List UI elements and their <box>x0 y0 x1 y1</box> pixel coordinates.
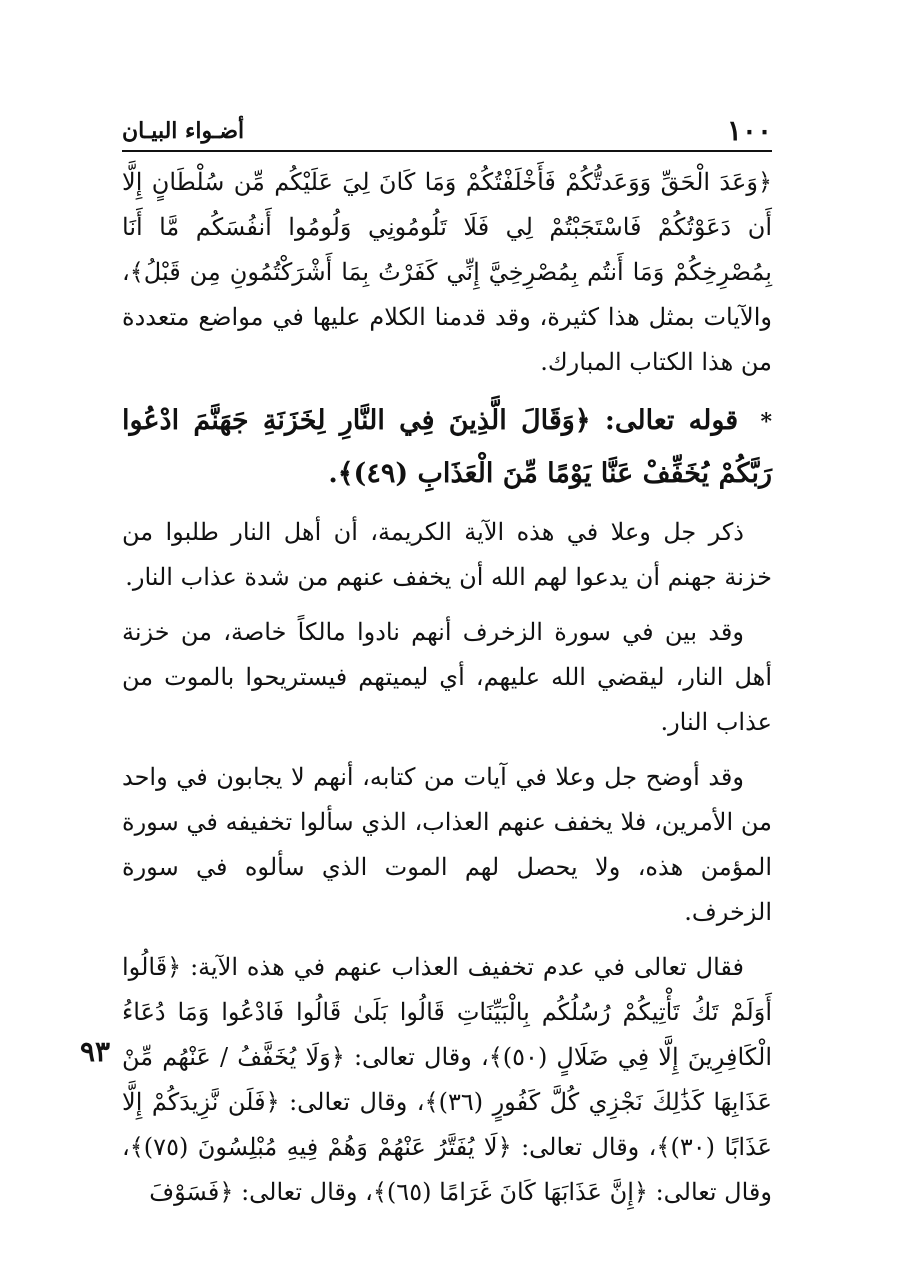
header-divider <box>122 150 772 152</box>
paragraph-3: وقد بين في سورة الزخرف أنهم نادوا مالكاً خاصة، من خزنة أهل النار، ليقضي الله عليهم، أي ليميتهم فيستريحوا بالموت من عذاب النار. <box>122 618 773 736</box>
heading-intro: قوله تعالى: <box>604 405 739 436</box>
star-marker: * <box>760 409 773 435</box>
verse-heading <box>122 395 772 500</box>
margin-page-reference: ٩٣ <box>79 1035 111 1068</box>
paragraph-5: فقال تعالى في عدم تخفيف العذاب عنهم في هذه الآية: ﴿قَالُوا أَوَلَمْ تَكُ تَأْتِيكُمْ رُسُلُكُم بِالْبَيِّنَاتِ قَالُوا بَلَىٰ قَالُوا فَادْعُوا وَمَا دُعَاءُ الْكَافِرِينَ إِلَّا فِي ضَلَالٍ (٥٠)﴾، وقال تعالى: ﴿وَلَا يُخَفَّفُ / عَنْهُم مِّنْ عَذَابِهَا كَذَٰلِكَ نَجْزِي كُلَّ كَفُورٍ (٣٦)﴾، وقال تعالى: ﴿فَلَن نَّزِيدَكُمْ إِلَّا عَذَابًا (٣٠)﴾، وقال تعالى: ﴿لَا يُفَتَّرُ عَنْهُمْ وَهُمْ فِيهِ مُبْلِسُونَ (٧٥)﴾، وقال تعالى: ﴿إِنَّ عَذَابَهَا كَانَ غَرَامًا (٦٥)﴾، وقال تعالى: ﴿فَسَوْفَ <box>122 953 772 1206</box>
heading-verse: ﴿وَقَالَ الَّذِينَ فِي النَّارِ لِخَزَنَةِ جَهَنَّمَ ادْعُوا رَبَّكُمْ يُخَفِّفْ عَنَّا يَوْمًا مِّنَ الْعَذَابِ (٤٩)﴾. <box>122 405 772 489</box>
paragraph-2: ذكر جل وعلا في هذه الآية الكريمة، أن أهل النار طلبوا من خزنة جهنم أن يدعوا لهم الله أن يخفف عنهم من شدة عذاب النار. <box>122 518 772 591</box>
book-title: أضـواء البيـان <box>122 118 245 144</box>
page-number: ١٠٠ <box>726 114 772 147</box>
page-header <box>122 112 772 148</box>
body-text <box>122 160 772 1225</box>
paragraph-1: ﴿وَعَدَ الْحَقِّ وَوَعَدتُّكُمْ فَأَخْلَفْتُكُمْ وَمَا كَانَ لِيَ عَلَيْكُم مِّن سُلْطَانٍ إِلَّا أَن دَعَوْتُكُمْ فَاسْتَجَبْتُمْ لِي فَلَا تَلُومُونِي وَلُومُوا أَنفُسَكُم مَّا أَنَا بِمُصْرِخِكُمْ وَمَا أَنتُم بِمُصْرِخِيَّ إِنِّي كَفَرْتُ بِمَا أَشْرَكْتُمُونِ مِن قَبْلُ﴾، والآيات بمثل هذا كثيرة، وقد قدمنا الكلام عليها في مواضع متعددة من هذا الكتاب المبارك. <box>122 168 772 376</box>
paragraph-4: وقد أوضح جل وعلا في آيات من كتابه، أنهم لا يجابون في واحد من الأمرين، فلا يخفف عنهم العذاب، الذي سألوا تخفيفه في سورة المؤمن هذه، ولا يحصل لهم الموت الذي سألوه في سورة الزخرف. <box>122 763 772 926</box>
